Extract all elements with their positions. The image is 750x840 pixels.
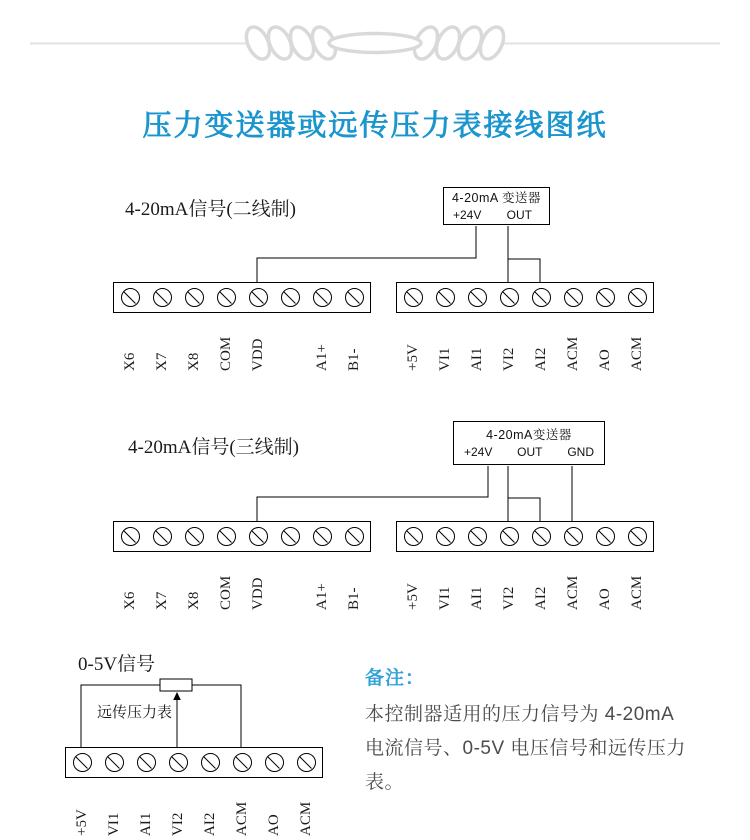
terminal-screw-icon [265,753,284,772]
terminal-screw-icon [73,753,92,772]
terminal-screw-icon [468,288,487,307]
terminal-screw-icon [468,527,487,546]
terminal-screw-icon [500,527,519,546]
terminal-screw-icon [121,527,140,546]
terminal-screw-icon [628,288,647,307]
terminal-screw-icon [436,288,455,307]
pin-label [282,553,299,610]
pin-label: B1- [346,587,362,610]
note-block [365,663,705,800]
terminal-screw-icon [137,753,156,772]
note-heading: 备注： [365,668,426,689]
transmitter-box-two-wire [443,187,550,225]
terminal-screw-icon [217,527,236,546]
transmitter-terminal-out: OUT [517,444,543,459]
wire-24v-to-vdd-two-wire [257,226,476,282]
remote-gauge-label: 远传压力表 [97,705,173,721]
pin-label: VI1 [106,812,122,836]
transmitter-name: 4-20mA变送器 [486,427,572,442]
pin-label: ACM [298,801,314,836]
terminal-screw-icon [185,527,204,546]
pin-label: AO [266,814,282,836]
pin-label: VI2 [501,586,517,610]
terminal-screw-icon [249,527,268,546]
pin-label: A1+ [314,583,330,610]
transmitter-terminal-out: OUT [506,207,532,222]
terminal-screw-icon [532,527,551,546]
terminal-screw-icon [233,753,252,772]
section-label-two-wire: 4-20mA信号(二线制) [125,199,296,220]
transmitter-terminal-gnd: GND [567,444,594,459]
pin-label: +5V [74,809,90,836]
note-line: 本控制器适用的压力信号为 4-20mA [365,704,675,725]
terminal-strip-voltage [65,747,323,836]
terminal-screw-icon [281,527,300,546]
terminal-screw-icon [345,288,364,307]
terminal-screw-icon [217,288,236,307]
terminal-screw-icon [153,288,172,307]
pin-label: VI2 [501,347,517,371]
terminal-screw-icon [121,288,140,307]
terminal-strip-left-two-wire [113,282,371,371]
pin-label: +5V [405,583,421,610]
terminal-screw-icon [628,527,647,546]
pin-label [282,314,299,371]
pin-label: AI1 [469,347,485,371]
pin-label: X6 [122,352,138,371]
section-label-voltage: 0-5V信号 [78,654,156,675]
wiper-arrow-icon [173,692,181,700]
wire-pot-right-to-acm [192,685,241,747]
terminal-screw-icon [404,527,423,546]
pin-label: +5V [405,344,421,371]
terminal-screw-icon [249,288,268,307]
pin-label: AI2 [533,347,549,371]
terminal-screw-icon [532,288,551,307]
transmitter-box-three-wire [453,421,605,465]
page-title: 压力变送器或远传压力表接线图纸 [142,110,608,142]
pin-label: AI2 [533,586,549,610]
terminal-screw-icon [105,753,124,772]
pin-label: X7 [154,352,170,371]
wire-bridge-vi2-ai2-two-wire [508,259,540,282]
pin-label: AO [597,588,613,610]
wire-24v-to-vdd-three-wire [257,466,488,521]
pin-label: X8 [186,352,202,371]
terminal-screw-icon [596,527,615,546]
pin-label: ACM [629,575,645,610]
terminal-screw-icon [185,288,204,307]
pin-label: X6 [122,591,138,610]
terminal-screw-icon [297,753,316,772]
transmitter-terminal-24v: +24V [464,444,493,459]
pin-label: COM [218,575,234,610]
terminal-screw-icon [201,753,220,772]
pin-label: AI1 [469,586,485,610]
terminal-screw-icon [500,288,519,307]
transmitter-name: 4-20mA 变送器 [451,190,542,205]
section-label-three-wire: 4-20mA信号(三线制) [128,437,299,458]
terminal-screw-icon [281,288,300,307]
terminal-screw-icon [436,527,455,546]
note-line: 表。 [365,772,405,793]
pin-label: VI2 [170,812,186,836]
pin-label: VI1 [437,586,453,610]
terminal-screw-icon [564,288,583,307]
terminal-screw-icon [345,527,364,546]
pin-label: COM [218,336,234,371]
pin-label: VDD [250,338,266,371]
terminal-screw-icon [564,527,583,546]
pin-label: ACM [565,575,581,610]
pin-label: AI2 [202,812,218,836]
pin-label: ACM [234,801,250,836]
pin-label: B1- [346,348,362,371]
pin-label: AO [597,349,613,371]
terminal-strip-right-three-wire [396,521,654,610]
note-line: 电流信号、0-5V 电压信号和远传压力 [365,738,686,759]
pin-label: X8 [186,591,202,610]
terminal-screw-icon [596,288,615,307]
terminal-strip-left-three-wire [113,521,371,610]
potentiometer-icon [160,679,192,691]
pin-label: AI1 [138,812,154,836]
pin-label: A1+ [314,344,330,371]
pin-label: ACM [629,336,645,371]
terminal-screw-icon [313,527,332,546]
pin-label: VDD [250,577,266,610]
pin-label: X7 [154,591,170,610]
pin-label: ACM [565,336,581,371]
divider-flourish-icon [30,23,720,62]
wire-bridge-vi2-ai2-three-wire [508,498,540,521]
terminal-screw-icon [153,527,172,546]
pin-label: VI1 [437,347,453,371]
terminal-screw-icon [404,288,423,307]
terminal-strip-right-two-wire [396,282,654,371]
terminal-screw-icon [313,288,332,307]
transmitter-terminal-24v: +24V [453,207,482,222]
terminal-screw-icon [169,753,188,772]
